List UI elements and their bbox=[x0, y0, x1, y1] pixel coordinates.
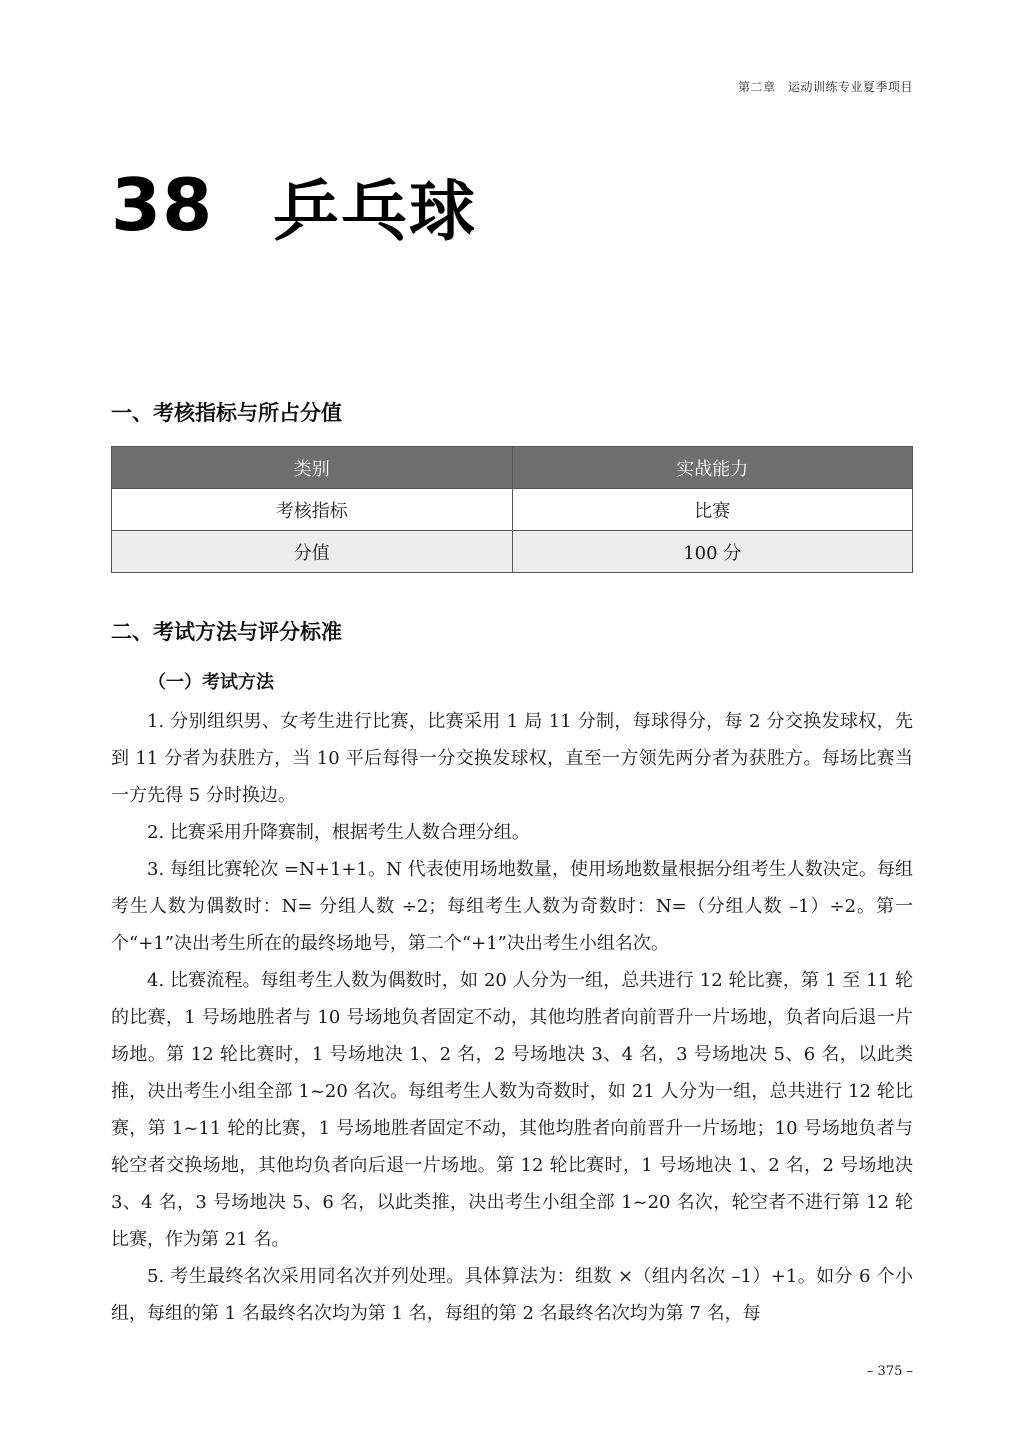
table-cell: 分值 bbox=[112, 531, 513, 573]
subheading-exam-method: （一）考试方法 bbox=[148, 672, 274, 693]
page-number: – 375 – bbox=[866, 1364, 913, 1379]
section-heading-method: 二、考试方法与评分标准 bbox=[111, 619, 342, 644]
table-header-ability: 实战能力 bbox=[512, 447, 913, 489]
table-row bbox=[112, 531, 913, 573]
paragraph: 3. 每组比赛轮次 =N+1+1。N 代表使用场地数量，使用场地数量根据分组考生人数决定。每组考生人数为偶数时：N= 分组人数 ÷2；每组考生人数为奇数时：N=（分组人数 –1）÷2。第一个“+1”决出考生所在的最终场地号，第二个“+1”决出考生小组名次。 bbox=[111, 859, 913, 954]
table-header-category: 类别 bbox=[112, 447, 513, 489]
running-header: 第二章 运动训练专业夏季项目 bbox=[737, 80, 913, 94]
chapter-title bbox=[111, 160, 477, 250]
chapter-name: 乒乓球 bbox=[273, 172, 477, 250]
table-cell: 比赛 bbox=[512, 489, 913, 531]
table-cell: 考核指标 bbox=[112, 489, 513, 531]
section-heading-assessment: 一、考核指标与所占分值 bbox=[111, 400, 342, 425]
chapter-number: 38 bbox=[111, 163, 214, 247]
paragraph: 4. 比赛流程。每组考生人数为偶数时，如 20 人分为一组，总共进行 12 轮比赛，第 1 至 11 轮的比赛，1 号场地胜者与 10 号场地负者固定不动，其他均胜者向前晋升一片场地，负者向后退一片场地。第 12 轮比赛时，1 号场地决 1、2 名，2 号场地决 3、4 名，3 号场地决 5、6 名，以此类推，决出考生小组全部 1~20 名次。每组考生人数为奇数时，如 21 人分为一组，总共进行 12 轮比赛，第 1~11 轮的比赛，1 号场地胜者固定不动，其他均胜者向前晋升一片场地；10 号场地负者与轮空者交换场地，其他均负者向后退一片场地。第 12 轮比赛时，1 号场地决 1、2 名，2 号场地决 3、4 名，3 号场地决 5、6 名，以此类推，决出考生小组全部 1~20 名次，轮空者不进行第 12 轮比赛，作为第 21 名。 bbox=[111, 970, 913, 1250]
paragraph: 2. 比赛采用升降赛制，根据考生人数合理分组。 bbox=[147, 822, 530, 843]
body-text bbox=[111, 703, 913, 1332]
assessment-table bbox=[111, 446, 913, 573]
paragraph: 5. 考生最终名次采用同名次并列处理。具体算法为：组数 ×（组内名次 –1）+1。如分 6 个小组，每组的第 1 名最终名次均为第 1 名，每组的第 2 名最终名次均为第 7 名，每 bbox=[111, 1266, 913, 1324]
table-cell: 100 分 bbox=[512, 531, 913, 573]
paragraph: 1. 分别组织男、女考生进行比赛，比赛采用 1 局 11 分制，每球得分，每 2 分交换发球权，先到 11 分者为获胜方，当 10 平后每得一分交换发球权，直至一方领先两分者为获胜方。每场比赛当一方先得 5 分时换边。 bbox=[111, 711, 913, 806]
table-header-row bbox=[112, 447, 913, 489]
table-row bbox=[112, 489, 913, 531]
